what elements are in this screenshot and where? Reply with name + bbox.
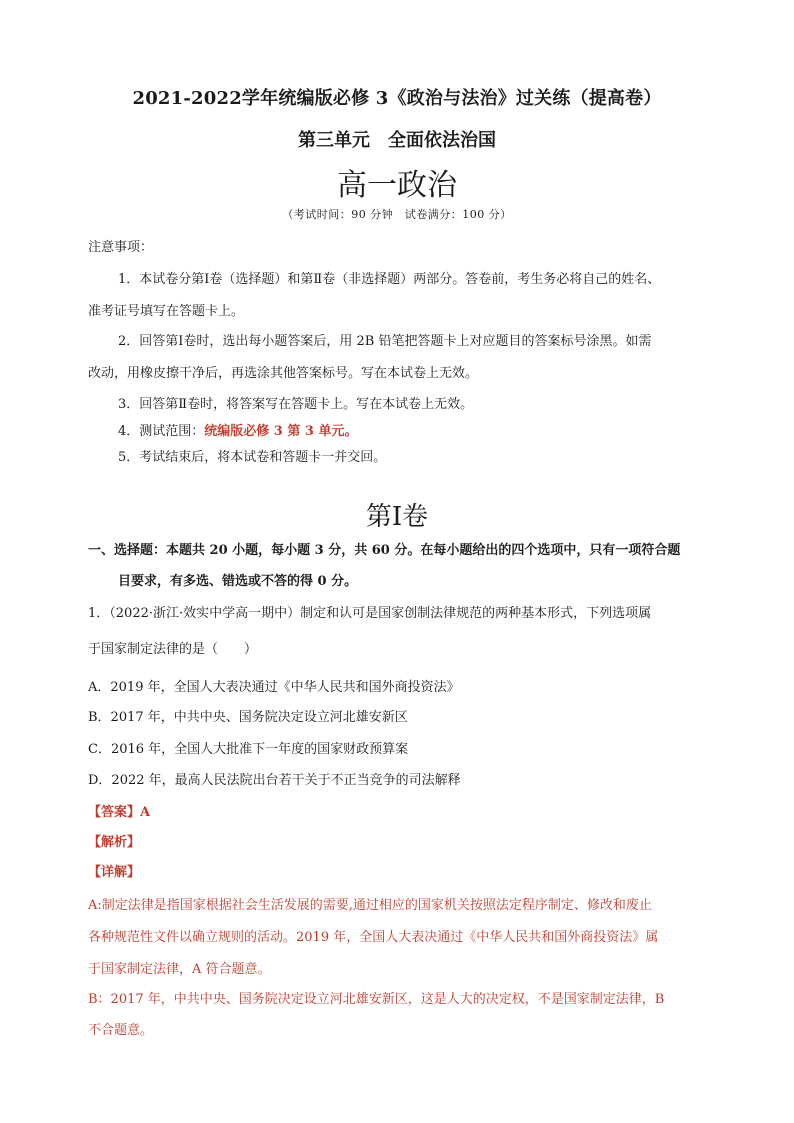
note-2-line-2: 改动，用橡皮擦干净后，再选涂其他答案标号。写在本试卷上无效。: [88, 366, 479, 381]
note-4: [118, 422, 743, 442]
explanation-a-line-3: 于国家制定法律，A 符合题意。: [88, 962, 271, 977]
note-2-line-1: 2．回答第Ⅰ卷时，选出每小题答案后，用 2B 铅笔把答题卡上对应题目的答案标号涂黑。如需: [118, 334, 652, 349]
option-d: D．2022 年，最高人民法院出台若干关于不正当竞争的司法解释: [88, 773, 461, 788]
note-1-line-2: 准考证号填写在答题卡上。: [88, 304, 245, 319]
answer-label: 【答案】A: [88, 805, 151, 820]
volume-title: 第Ⅰ卷: [365, 502, 429, 532]
exam-title: 2021-2022学年统编版必修 3《政治与法治》过关练（提高卷）: [132, 88, 662, 109]
note-5: 5．考试结束后，将本试卷和答题卡一并交回。: [118, 450, 387, 465]
explanation-a-line-1: A:制定法律是指国家根据社会生活发展的需要,通过相应的国家机关按照法定程序制定、修改和废止: [88, 898, 652, 913]
detail-label: 【详解】: [88, 865, 141, 880]
test-range: 统编版必修 3 第 3 单元。: [204, 424, 358, 439]
option-a: A．2019 年，全国人大表决通过《中华人民共和国外商投资法》: [88, 680, 460, 695]
subject-title: 高一政治: [337, 168, 457, 203]
analysis-label: 【解析】: [88, 835, 141, 850]
section-heading-line-1: 一、选择题：本题共 20 小题，每小题 3 分，共 60 分。在每小题给出的四个选项中，只有一项符合题: [88, 543, 681, 558]
question-1-stem-line-2: 于国家制定法律的是（ ）: [88, 642, 258, 657]
section-heading-line-2: 目要求，有多选、错选或不答的得 0 分。: [118, 574, 358, 589]
explanation-a-line-2: 各种规范性文件以确立规则的活动。2019 年，全国人大表决通过《中华人民共和国外商投资法》属: [88, 930, 659, 945]
option-b: B．2017 年，中共中央、国务院决定设立河北雄安新区: [88, 710, 408, 725]
explanation-b-line-1: B：2017 年，中共中央、国务院决定设立河北雄安新区，这是人大的决定权，不是国家制定法律，B: [88, 992, 665, 1007]
notes-heading: 注意事项：: [88, 240, 154, 255]
unit-title: 第三单元 全面依法治国: [298, 130, 496, 151]
note-4-prefix: 4．测试范围：: [118, 424, 205, 439]
note-3: 3．回答第Ⅱ卷时，将答案写在答题卡上。写在本试卷上无效。: [118, 397, 474, 412]
note-1-line-1: 1．本试卷分第Ⅰ卷（选择题）和第Ⅱ卷（非选择题）两部分。答卷前，考生务必将自己的姓名、: [118, 272, 661, 287]
explanation-b-line-2: 不合题意。: [88, 1023, 154, 1038]
exam-info: （考试时间：90 分钟 试卷满分：100 分）: [282, 208, 512, 221]
question-1-stem-line-1: 1．（2022·浙江·效实中学高一期中）制定和认可是国家创制法律规范的两种基本形式，下列选项属: [88, 606, 652, 621]
option-c: C．2016 年，全国人大批准下一年度的国家财政预算案: [88, 742, 409, 757]
